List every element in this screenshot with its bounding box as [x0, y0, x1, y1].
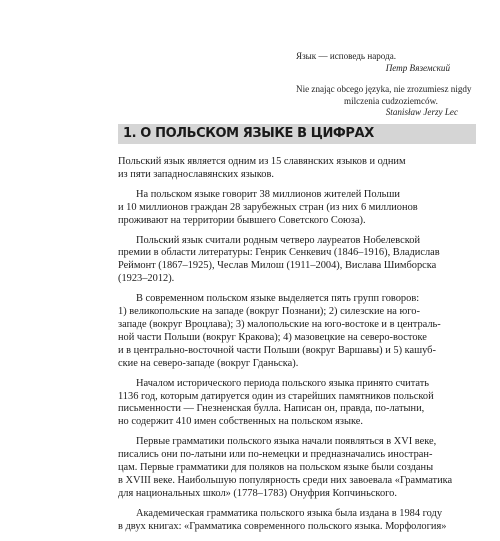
text-line: письменности — Гнезненская булла. Написан он, правда, по-латыни,	[118, 403, 425, 415]
text-line: писались они по-латыни или по-немецки и предназначались иностран-	[118, 449, 433, 461]
text-line: из пяти западнославянских языков.	[118, 168, 274, 180]
text-line: для национальных школ» (1778–1783) Онуфрия Копчиньского.	[118, 487, 397, 499]
epigraphs	[296, 51, 476, 119]
text-line: западе (вокруг Вроцлава); 3) малопольские на юго-востоке и в централь-	[118, 318, 441, 330]
chapter-heading-bar	[118, 124, 476, 144]
text-line: 1136 год, которым датируется один из старейших памятников польской	[118, 390, 434, 402]
text-line: Реймонт (1867–1925), Чеслав Милош (1911–2004), Вислава Шимборска	[118, 260, 437, 272]
paragraph	[118, 156, 476, 182]
text-line: ские на северо-западе (вокруг Гданьска).	[118, 357, 299, 369]
paragraph	[118, 508, 476, 534]
text-line: На польском языке говорит 38 миллионов жителей Польши	[136, 188, 400, 200]
paragraph	[118, 293, 476, 370]
chapter-body	[118, 156, 476, 541]
paragraph	[118, 189, 476, 228]
epigraph-quote-line: Nie znając obcego języka, nie zrozumiesz nigdy	[296, 84, 472, 94]
text-line: 1) великопольские на западе (вокруг Познани); 2) силезские на юго-	[118, 306, 420, 318]
epigraph-author: Петр Вяземский	[385, 62, 450, 73]
text-line: и 10 миллионов граждан 28 зарубежных стран (из них 6 миллионов	[118, 201, 418, 213]
paragraph	[118, 235, 476, 287]
text-line: Первые грамматики польского языка начали появляться в XVI веке,	[136, 436, 437, 448]
text-line: Польский язык является одним из 15 славянских языков и одним	[118, 156, 406, 167]
epigraph-author: Stanisław Jerzy Lec	[385, 107, 458, 117]
text-line: и в центрально-восточной части Польши (вокруг Варшавы) и 5) кашуб-	[118, 344, 436, 356]
text-line: цам. Первые грамматики для поляков на польском языке были созданы	[118, 462, 434, 474]
epigraph-lec	[296, 84, 476, 119]
text-line: Академическая грамматика польского языка была издана в 1984 году	[136, 507, 443, 519]
text-line: Началом исторического периода польского языка принято считать	[136, 377, 430, 389]
text-line: в XVIII веке. Наибольшую популярность среди них завоевала «Грамматика	[118, 474, 453, 486]
epigraph-quote-line: Язык — исповедь народа.	[296, 51, 397, 61]
text-line: В современном польском языке выделяется пять групп говоров:	[136, 293, 420, 305]
text-line: ной части Польши (вокруг Кракова); 4) мазовецкие на северо-востоке	[118, 331, 427, 343]
epigraph-quote-line: milczenia cudzoziemców.	[344, 95, 438, 106]
text-line: (1923–2012).	[118, 273, 175, 285]
text-line: проживают на территории бывшего Советского Союза).	[118, 214, 366, 226]
text-line: премии в области литературы: Генрик Сенкевич (1846–1916), Владислав	[118, 247, 440, 259]
text-line: но содержит 410 имен собственных на польском языке.	[118, 416, 364, 428]
epigraph-vyazemsky	[296, 51, 476, 74]
text-line: Польский язык считали родным четверо лауреатов Нобелевской	[136, 234, 421, 246]
text-line: в двух книгах: «Грамматика современного польского языка. Морфология»	[118, 520, 447, 532]
paragraph	[118, 378, 476, 430]
paragraph	[118, 436, 476, 501]
chapter-title: 1. О ПОЛЬСКОМ ЯЗЫКЕ В ЦИФРАХ	[123, 126, 374, 141]
